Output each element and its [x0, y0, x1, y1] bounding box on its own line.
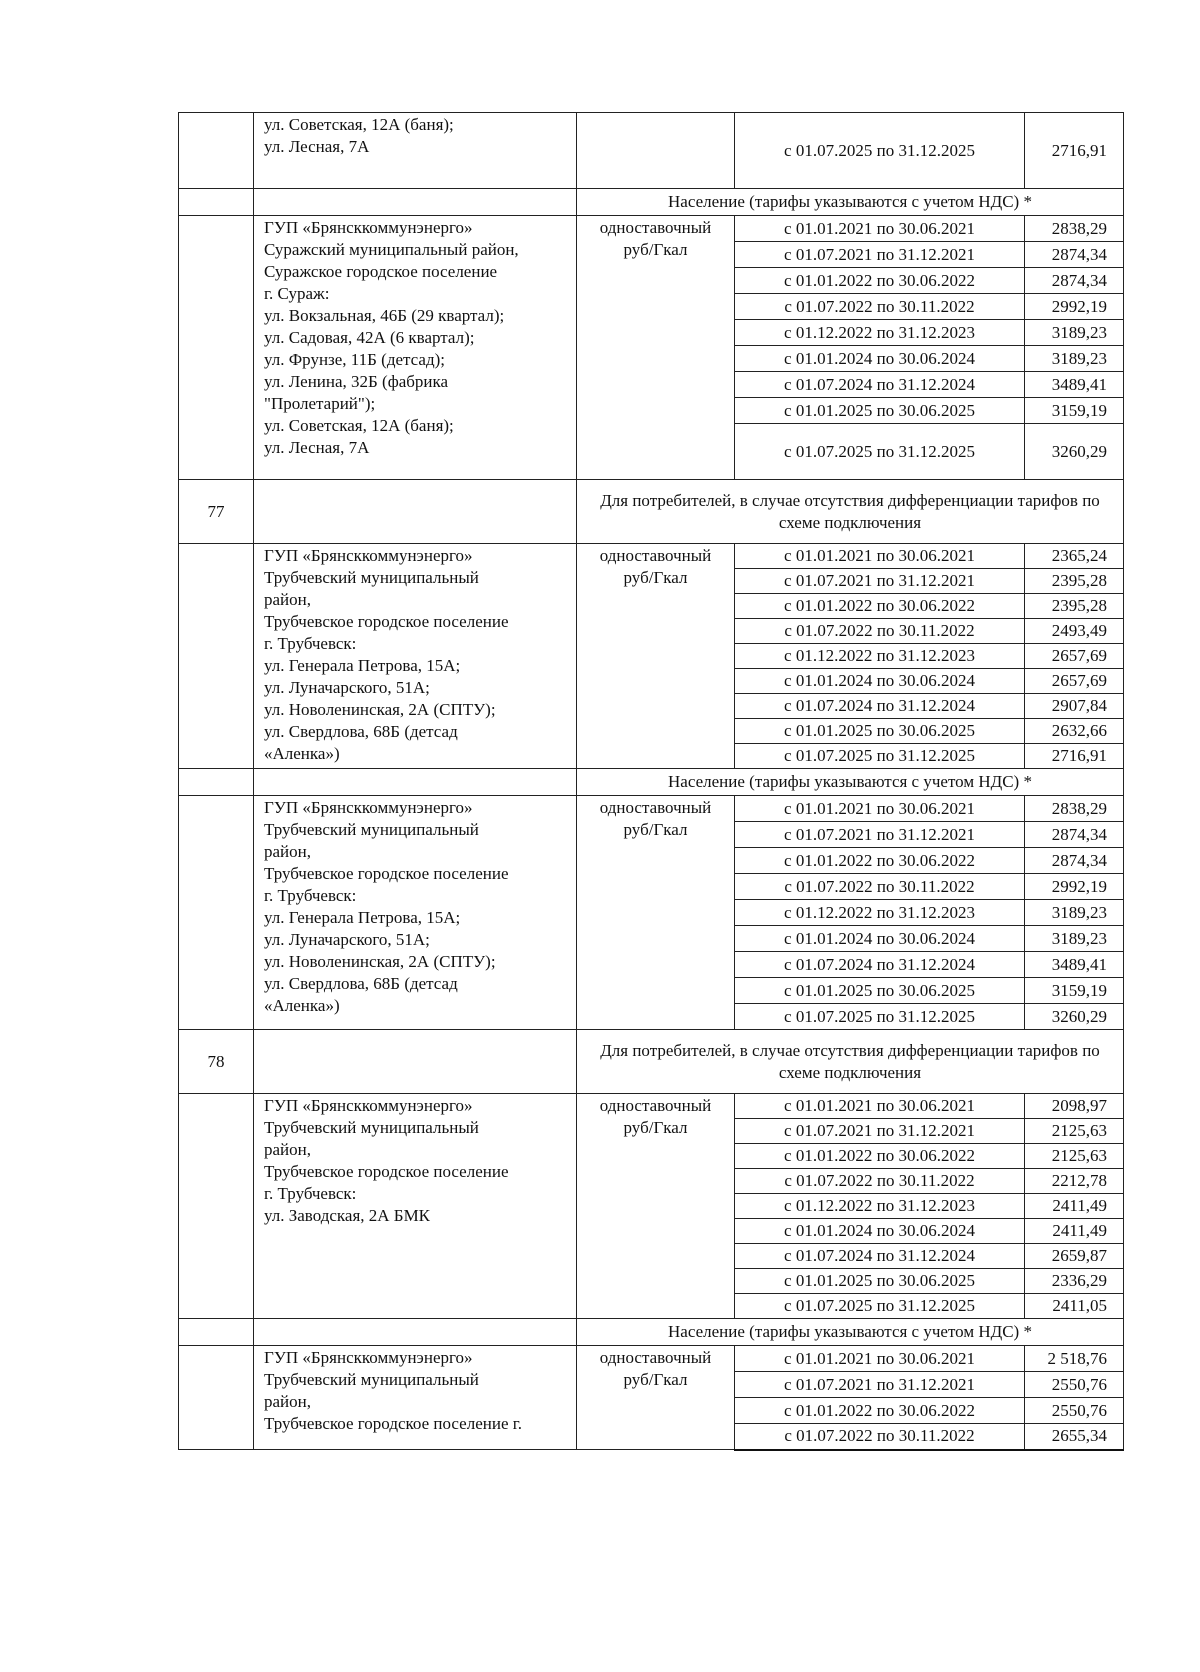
period-cell: с 01.01.2022 по 30.06.2022	[735, 268, 1025, 294]
organization-address-cell	[254, 216, 577, 480]
period-cell: с 01.07.2024 по 31.12.2024	[735, 694, 1025, 719]
continuation-address-cell	[254, 113, 577, 189]
organization-address-line: «Аленка»)	[264, 744, 340, 763]
tariff-value-cell: 3489,41	[1025, 952, 1124, 978]
tariff-value-cell: 2098,97	[1025, 1094, 1124, 1119]
period-cell: с 01.07.2022 по 30.11.2022	[735, 874, 1025, 900]
number-cell	[179, 796, 254, 1030]
period-cell: с 01.07.2022 по 30.11.2022	[735, 619, 1025, 644]
tariff-value-cell: 2411,05	[1025, 1294, 1124, 1319]
tariff-value-cell: 2493,49	[1025, 619, 1124, 644]
organization-address-line: Трубчевский муниципальный	[264, 1118, 479, 1137]
organization-address-line: ул. Ленина, 32Б (фабрика	[264, 372, 449, 391]
organization-address-line: ГУП «Брянсккоммунэнерго»	[264, 798, 473, 817]
organization-address-line: ул. Луначарского, 51А;	[264, 678, 430, 697]
period-cell: с 01.01.2021 по 30.06.2021	[735, 544, 1025, 569]
organization-address-line: ГУП «Брянсккоммунэнерго»	[264, 546, 473, 565]
tariff-document-page	[178, 112, 1123, 1451]
organization-address-line: ГУП «Брянсккоммунэнерго»	[264, 1348, 473, 1367]
organization-address-line: ул. Генерала Петрова, 15А;	[264, 656, 461, 675]
tariff-row	[179, 1094, 1124, 1119]
period-cell: с 01.12.2022 по 31.12.2023	[735, 900, 1025, 926]
organization-address-line: ул. Новоленинская, 2А (СПТУ);	[264, 700, 496, 719]
period-cell: с 01.07.2021 по 31.12.2021	[735, 242, 1025, 268]
organization-address-line: Трубчевское городское поселение	[264, 1162, 509, 1181]
number-cell	[179, 1094, 254, 1319]
organization-address-line: Трубчевский муниципальный	[264, 820, 479, 839]
period-cell: с 01.01.2022 по 30.06.2022	[735, 1398, 1025, 1424]
tariff-row	[179, 544, 1124, 569]
tariff-value-cell: 2212,78	[1025, 1169, 1124, 1194]
period-cell: с 01.07.2021 по 31.12.2021	[735, 569, 1025, 594]
period-cell: с 01.01.2022 по 30.06.2022	[735, 848, 1025, 874]
kind-cell	[577, 113, 735, 189]
organization-address-line: ул. Советская, 12А (баня);	[264, 416, 454, 435]
tariff-table-body	[179, 113, 1124, 1450]
period-cell: с 01.01.2021 по 30.06.2021	[735, 1094, 1025, 1119]
organization-address-line: ул. Новоленинская, 2А (СПТУ);	[264, 952, 496, 971]
organization-address-line: Трубчевский муниципальный	[264, 568, 479, 587]
number-cell	[179, 113, 254, 189]
item-number-cell	[179, 769, 254, 796]
period-cell: с 01.07.2021 по 31.12.2021	[735, 822, 1025, 848]
organization-address-cell	[254, 796, 577, 1030]
period-cell: с 01.12.2022 по 31.12.2023	[735, 320, 1025, 346]
number-cell	[179, 216, 254, 480]
period-cell: с 01.07.2025 по 31.12.2025	[735, 1004, 1025, 1030]
tariff-value-cell: 3189,23	[1025, 926, 1124, 952]
period-cell: с 01.07.2025 по 31.12.2025	[735, 1294, 1025, 1319]
period-cell: с 01.07.2022 по 30.11.2022	[735, 1169, 1025, 1194]
organization-address-line: ул. Свердлова, 68Б (детсад	[264, 722, 458, 741]
period-cell: с 01.01.2024 по 30.06.2024	[735, 346, 1025, 372]
tariff-table	[178, 112, 1124, 1451]
organization-address-line: район,	[264, 590, 311, 609]
tariff-value-cell: 2657,69	[1025, 644, 1124, 669]
section-header-cell: Для потребителей, в случае отсутствия дифференциации тарифов по схеме подключения	[577, 480, 1124, 544]
organization-address-line: «Аленка»)	[264, 996, 340, 1015]
tariff-value-cell: 3489,41	[1025, 372, 1124, 398]
period-cell: с 01.01.2025 по 30.06.2025	[735, 1269, 1025, 1294]
period-cell: с 01.01.2021 по 30.06.2021	[735, 1346, 1025, 1372]
section-header-row	[179, 189, 1124, 216]
period-cell: с 01.01.2021 по 30.06.2021	[735, 216, 1025, 242]
section-header-cell: Для потребителей, в случае отсутствия дифференциации тарифов по схеме подключения	[577, 1030, 1124, 1094]
tariff-value-cell: 2907,84	[1025, 694, 1124, 719]
tariff-value-cell: 3189,23	[1025, 346, 1124, 372]
organization-address-line: г. Трубчевск:	[264, 886, 357, 905]
organization-address-line: район,	[264, 842, 311, 861]
section-header-row	[179, 769, 1124, 796]
number-cell	[179, 1346, 254, 1450]
tariff-value-cell: 2657,69	[1025, 669, 1124, 694]
organization-address-line: район,	[264, 1392, 311, 1411]
tariff-value-cell: 2659,87	[1025, 1244, 1124, 1269]
period-cell: с 01.01.2025 по 30.06.2025	[735, 719, 1025, 744]
organization-address-line: Суражский муниципальный район,	[264, 240, 519, 259]
period-cell: с 01.07.2025 по 31.12.2025	[735, 113, 1025, 189]
tariff-value-cell: 2632,66	[1025, 719, 1124, 744]
address-line: ул. Советская, 12А (баня);	[264, 115, 454, 134]
tariff-value-cell: 2550,76	[1025, 1372, 1124, 1398]
tariff-value-cell: 2411,49	[1025, 1194, 1124, 1219]
section-header-cell: Население (тарифы указываются с учетом НДС) *	[577, 189, 1124, 216]
tariff-row	[179, 796, 1124, 822]
period-cell: с 01.01.2024 по 30.06.2024	[735, 926, 1025, 952]
section-header-row	[179, 1030, 1124, 1094]
empty-cell	[254, 189, 577, 216]
organization-address-line: ГУП «Брянсккоммунэнерго»	[264, 218, 473, 237]
tariff-value-cell: 2874,34	[1025, 848, 1124, 874]
tariff-value-cell: 2395,28	[1025, 569, 1124, 594]
tariff-type-cell: одноставочный руб/Гкал	[577, 216, 735, 480]
organization-address-line: ул. Фрунзе, 11Б (детсад);	[264, 350, 446, 369]
tariff-row	[179, 216, 1124, 242]
organization-address-cell	[254, 544, 577, 769]
period-cell: с 01.07.2024 по 31.12.2024	[735, 372, 1025, 398]
organization-address-line: ул. Свердлова, 68Б (детсад	[264, 974, 458, 993]
tariff-value-cell: 3260,29	[1025, 424, 1124, 480]
tariff-value-cell: 2 518,76	[1025, 1346, 1124, 1372]
section-header-cell: Население (тарифы указываются с учетом НДС) *	[577, 1319, 1124, 1346]
tariff-value-cell: 2838,29	[1025, 216, 1124, 242]
organization-address-line: Трубчевское городское поселение	[264, 864, 509, 883]
organization-address-line: ул. Вокзальная, 46Б (29 квартал);	[264, 306, 505, 325]
item-number-cell: 77	[179, 480, 254, 544]
organization-address-line: ГУП «Брянсккоммунэнерго»	[264, 1096, 473, 1115]
organization-address-line: "Пролетарий");	[264, 394, 376, 413]
period-cell: с 01.12.2022 по 31.12.2023	[735, 644, 1025, 669]
tariff-value-cell: 3260,29	[1025, 1004, 1124, 1030]
tariff-value-cell: 2550,76	[1025, 1398, 1124, 1424]
organization-address-line: ул. Луначарского, 51А;	[264, 930, 430, 949]
organization-address-line: г. Трубчевск:	[264, 1184, 357, 1203]
period-cell: с 01.01.2021 по 30.06.2021	[735, 796, 1025, 822]
tariff-value-cell: 2125,63	[1025, 1119, 1124, 1144]
organization-address-line: Трубчевское городское поселение	[264, 612, 509, 631]
organization-address-line: район,	[264, 1140, 311, 1159]
item-number-cell	[179, 1319, 254, 1346]
organization-address-line: Трубчевское городское поселение г.	[264, 1414, 523, 1433]
organization-address-line: ул. Генерала Петрова, 15А;	[264, 908, 461, 927]
tariff-type-cell: одноставочный руб/Гкал	[577, 544, 735, 769]
period-cell: с 01.01.2025 по 30.06.2025	[735, 398, 1025, 424]
section-header-cell: Население (тарифы указываются с учетом НДС) *	[577, 769, 1124, 796]
empty-cell	[254, 1030, 577, 1094]
empty-cell	[254, 1319, 577, 1346]
empty-cell	[254, 769, 577, 796]
tariff-value-cell: 2365,24	[1025, 544, 1124, 569]
organization-address-line: ул. Лесная, 7А	[264, 438, 370, 457]
tariff-value-cell: 2874,34	[1025, 268, 1124, 294]
period-cell: с 01.07.2021 по 31.12.2021	[735, 1372, 1025, 1398]
period-cell: с 01.01.2024 по 30.06.2024	[735, 1219, 1025, 1244]
tariff-value-cell: 2336,29	[1025, 1269, 1124, 1294]
tariff-type-cell: одноставочный руб/Гкал	[577, 1094, 735, 1319]
tariff-value-cell: 2125,63	[1025, 1144, 1124, 1169]
period-cell: с 01.07.2025 по 31.12.2025	[735, 424, 1025, 480]
organization-address-cell	[254, 1094, 577, 1319]
empty-cell	[254, 480, 577, 544]
period-cell: с 01.07.2024 по 31.12.2024	[735, 1244, 1025, 1269]
period-cell: с 01.01.2022 по 30.06.2022	[735, 594, 1025, 619]
tariff-value-cell: 3159,19	[1025, 398, 1124, 424]
tariff-value-cell: 2874,34	[1025, 242, 1124, 268]
organization-address-cell	[254, 1346, 577, 1450]
period-cell: с 01.01.2024 по 30.06.2024	[735, 669, 1025, 694]
number-cell	[179, 544, 254, 769]
tariff-type-cell: одноставочный руб/Гкал	[577, 796, 735, 1030]
tariff-value-cell: 3189,23	[1025, 900, 1124, 926]
section-header-row	[179, 1319, 1124, 1346]
item-number-cell	[179, 189, 254, 216]
organization-address-line: ул. Садовая, 42А (6 квартал);	[264, 328, 475, 347]
tariff-value-cell: 3189,23	[1025, 320, 1124, 346]
organization-address-line: Суражское городское поселение	[264, 262, 498, 281]
section-header-row	[179, 480, 1124, 544]
period-cell: с 01.01.2025 по 30.06.2025	[735, 978, 1025, 1004]
organization-address-line: Трубчевский муниципальный	[264, 1370, 479, 1389]
item-number-cell: 78	[179, 1030, 254, 1094]
organization-address-line: ул. Заводская, 2А БМК	[264, 1206, 431, 1225]
tariff-value-cell: 2716,91	[1025, 744, 1124, 769]
tariff-row	[179, 1346, 1124, 1372]
period-cell: с 01.07.2025 по 31.12.2025	[735, 744, 1025, 769]
tariff-value-cell: 2874,34	[1025, 822, 1124, 848]
tariff-value-cell: 2992,19	[1025, 294, 1124, 320]
period-cell: с 01.07.2024 по 31.12.2024	[735, 952, 1025, 978]
organization-address-line: г. Трубчевск:	[264, 634, 357, 653]
period-cell: с 01.01.2022 по 30.06.2022	[735, 1144, 1025, 1169]
tariff-value-cell: 2395,28	[1025, 594, 1124, 619]
period-cell: с 01.07.2022 по 30.11.2022	[735, 294, 1025, 320]
period-cell: с 01.07.2021 по 31.12.2021	[735, 1119, 1025, 1144]
address-line: ул. Лесная, 7А	[264, 137, 370, 156]
tariff-type-cell: одноставочный руб/Гкал	[577, 1346, 735, 1450]
tariff-value-cell: 2992,19	[1025, 874, 1124, 900]
period-cell: с 01.12.2022 по 31.12.2023	[735, 1194, 1025, 1219]
tariff-value-cell: 2655,34	[1025, 1424, 1124, 1450]
tariff-value-cell: 2838,29	[1025, 796, 1124, 822]
tariff-value-cell: 2411,49	[1025, 1219, 1124, 1244]
organization-address-line: г. Сураж:	[264, 284, 330, 303]
continuation-row	[179, 113, 1124, 189]
tariff-value-cell: 3159,19	[1025, 978, 1124, 1004]
period-cell: с 01.07.2022 по 30.11.2022	[735, 1424, 1025, 1450]
tariff-value-cell: 2716,91	[1025, 113, 1124, 189]
